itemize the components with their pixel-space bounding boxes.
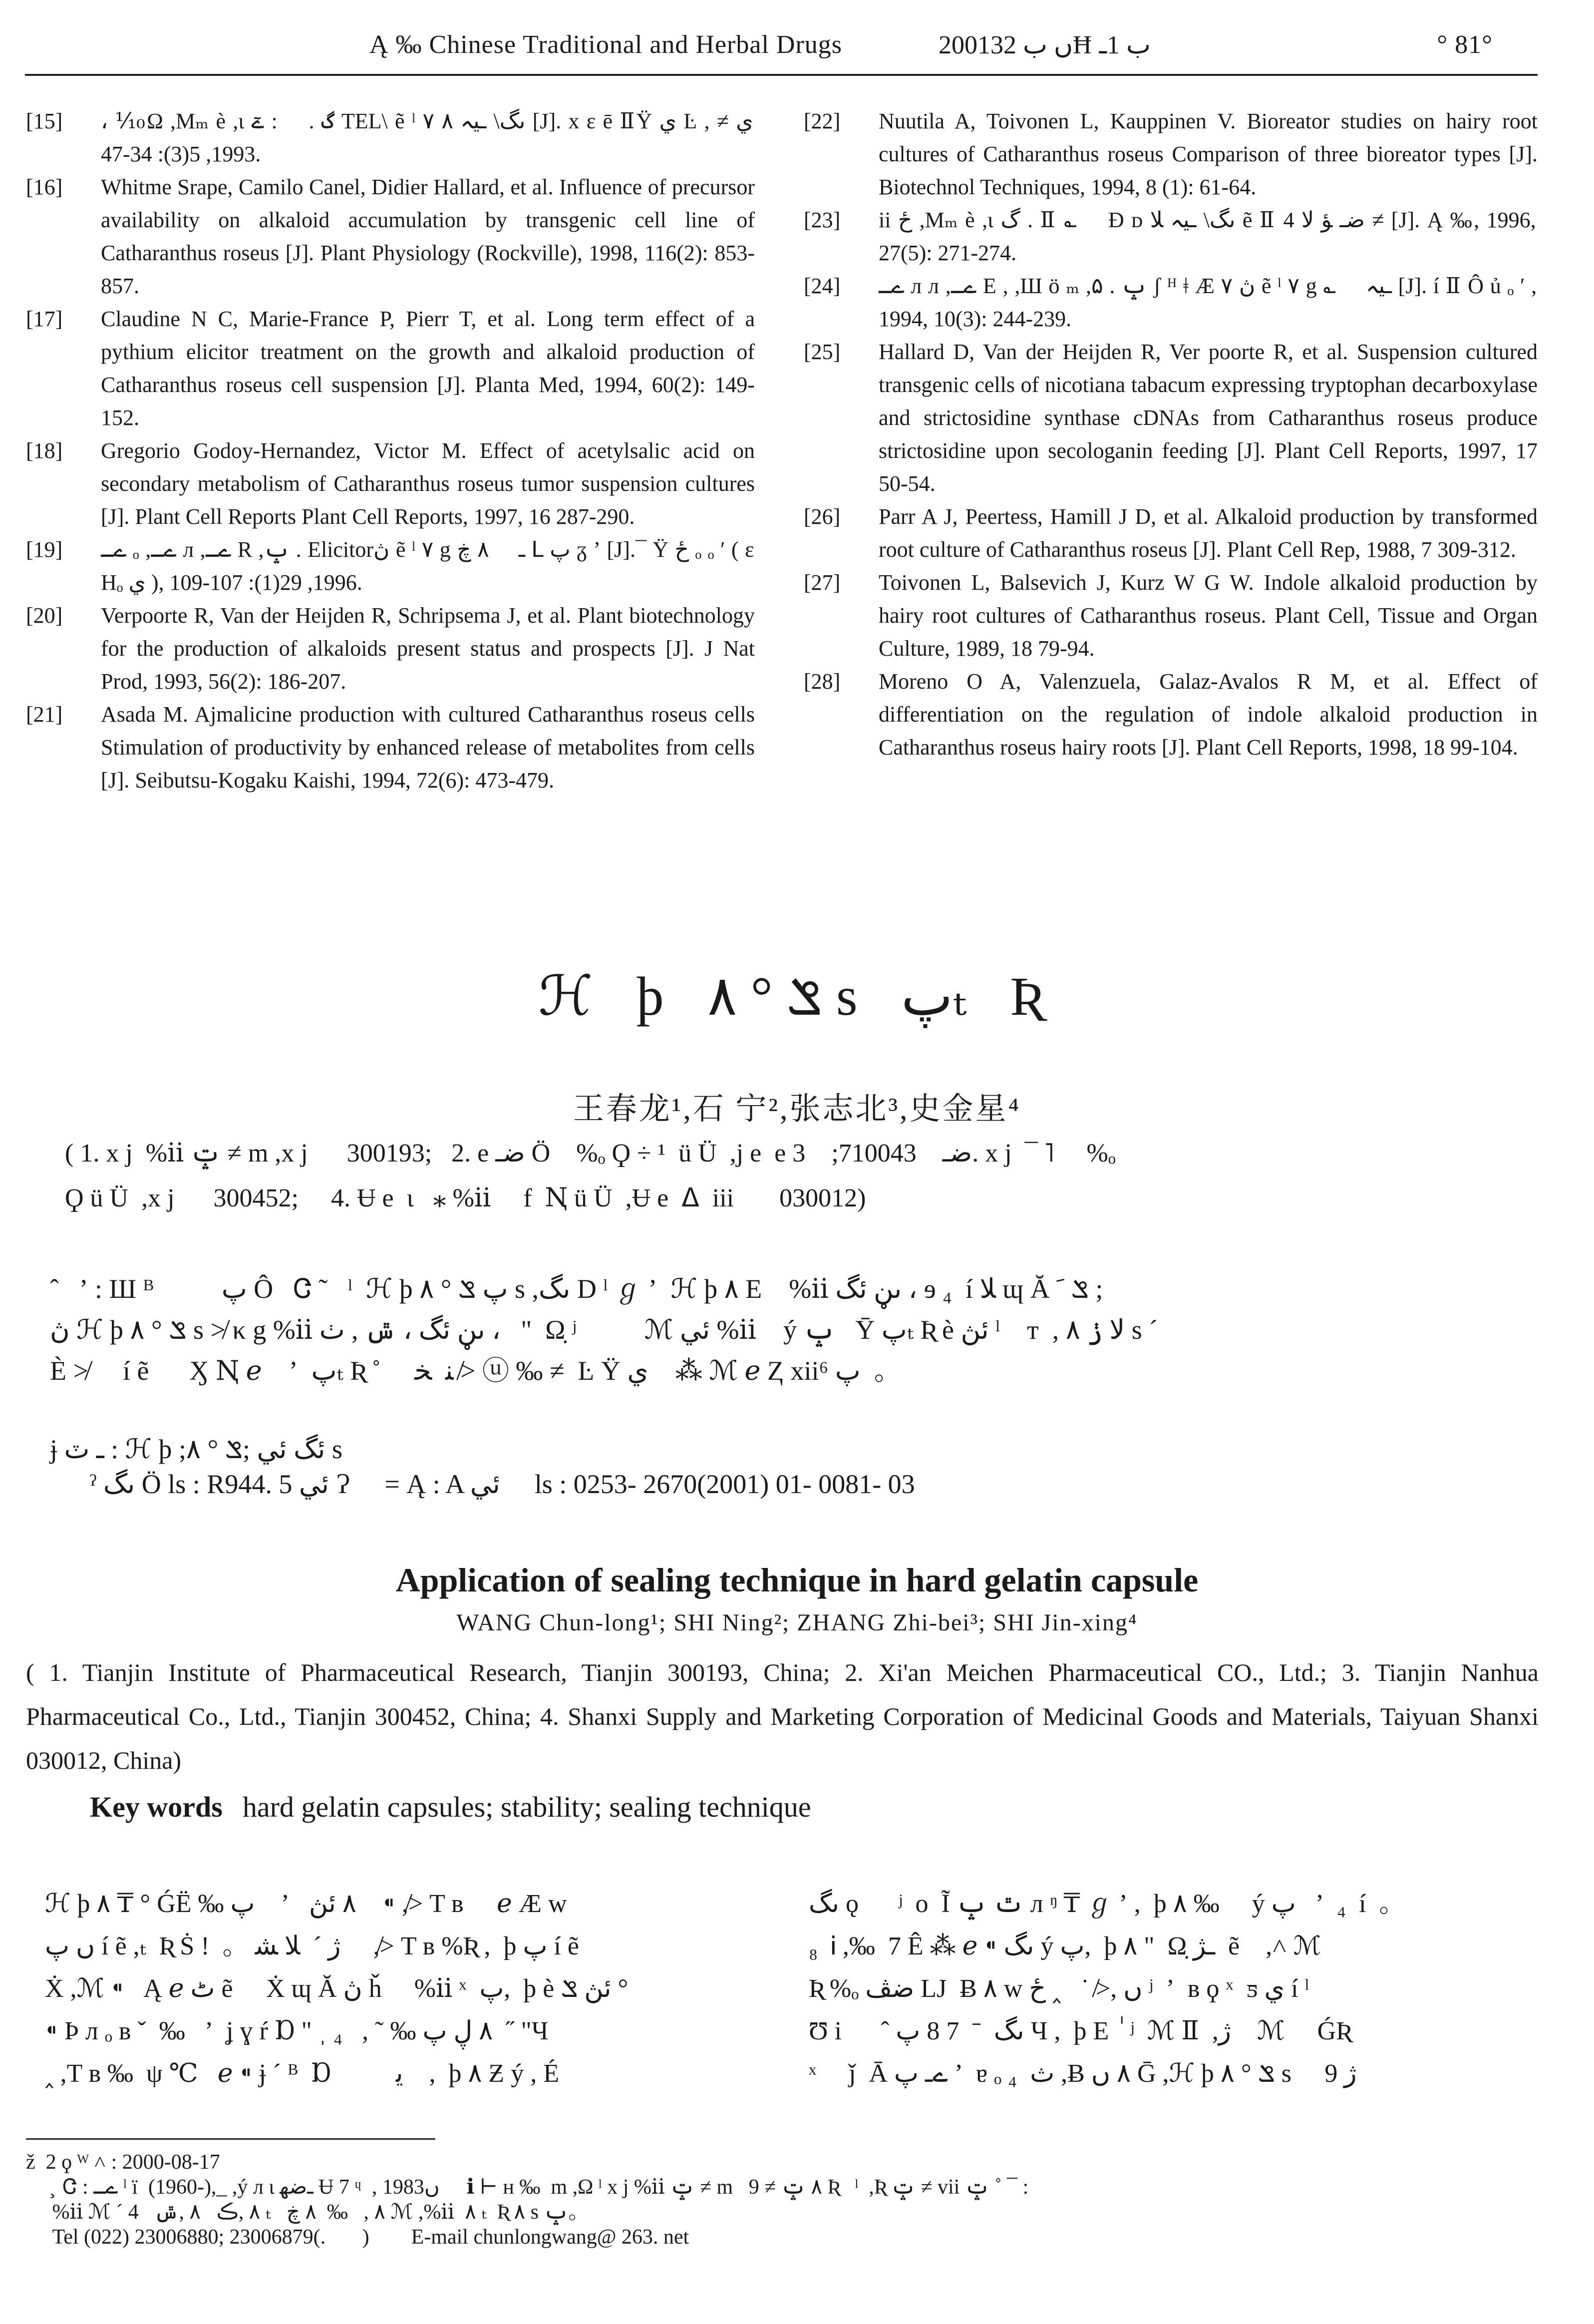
english-affiliations: ( 1. Tianjin Institute of Pharmaceutical Research, Tianjin 300193, China; 2. Xi'an Meichen Pharmaceutical CO., Ltd.; 3. Tianjin Nanhua Pharmaceutical Co., Ltd., Tianjin 300452, China; 4. Shanxi Supply and Marketing Corporation of Medicinal Goods and Materials, Taiyuan Shanxi 030012, China): [26, 1658, 1539, 1774]
reference-text: Nuutila A, Toivonen L, Kauppinen V. Bioreator studies on hairy root cultures of Catharanthus roseus Comparison of three bioreator types [J]. Biotechnol Techniques, 1994, 8 (1): 61-64.: [879, 109, 1538, 199]
reference-text: Parr A J, Peertess, Hamill J D, et al. Alkaloid production by transformed root culture of Catharanthus roseus [J]. Plant Cell Rep, 1988, 7 309-312.: [879, 504, 1538, 562]
reference-number: [17]: [26, 307, 63, 331]
references-right-column: [804, 105, 1538, 764]
english-keywords: [90, 1790, 811, 1824]
reference-item: [26, 434, 755, 533]
reference-item: [804, 105, 1538, 204]
reference-item: [804, 500, 1538, 566]
reference-text: ، ⅒Ω ,Mₘ è ,ι گ . ⃞ : ےٓ TEL\ ẽ ˡ ۷ ىگ\ ـيہ ٨ [J]. x ε ē ⅡŸ ي Ŀ ي ≠ , 1993, 5(3): 34-47.: [101, 109, 753, 166]
reference-number: [15]: [26, 109, 63, 133]
reference-text: Claudine N C, Marie-France P, Pierr T, et al. Long term effect of a pythium elicitor treatment on the growth and alkaloid production of Catharanthus roseus cell suspension [J]. Planta Med, 1994, 60(2): 149-152.: [101, 307, 755, 430]
reference-item: [804, 566, 1538, 665]
reference-text: ii ځ ,Mₘ è ,ι گ . Ⅱ ؎ ⃞ Ɖ ᴅ ىگ\ ـيہ ﻼ ẽ Ⅱ 4 ضـ ﺆ ﻻ ≠ [J]. Ą ‰, 1996, 27(5): 271-274.: [879, 208, 1536, 265]
reference-item: [26, 303, 755, 434]
reference-number: [28]: [804, 669, 841, 694]
reference-text: Toivonen L, Balsevich J, Kurz W G W. Indole alkaloid production by hairy root cultures of Catharanthus roseus. Plant Cell, Tissue and Organ Culture, 1989, 18 79-94.: [879, 570, 1538, 661]
reference-number: [19]: [26, 537, 63, 562]
chinese-keywords: ɉ ـ ٽ : ℋ þ ;ئگ ئي ;ݏ ° ٨ s: [50, 1434, 342, 1464]
reference-text: Gregorio Godoy-Hernandez, Victor M. Effect of acetylsalic acid on secondary metabolism of Catharanthus roseus tumor suspension cultures [J]. Plant Cell Reports Plant Cell Reports, 1997, 16 287-290.: [101, 438, 755, 529]
reference-item: [26, 533, 755, 599]
reference-item: [804, 336, 1538, 500]
keywords-label: Key words: [90, 1791, 223, 1823]
reference-number: [21]: [26, 702, 63, 727]
reference-item: [26, 698, 755, 797]
reference-item: [26, 171, 755, 303]
reference-number: [27]: [804, 570, 841, 595]
reference-item: [804, 270, 1538, 336]
english-article-title: Application of sealing technique in hard gelatin capsule: [395, 1561, 1199, 1599]
reference-item: [26, 599, 755, 698]
chinese-abstract: ˆ ʼ : Ш ᴮ ⃞ پ Ô Ꮳ ˜ ˡ ℋ þ پ ݏ ° ٨ s ,ىگ D ˡ ℊ ʼ ℋ þ ٨ E %ⅱ ىڼ ئگ ، ɘ ₄ í ﻼ ɰ Ă ݏ ﹶ ; ڽ ℋ þ ݏ ° ٨ s ≯ κ g %ⅱ ىڼ ئگ ، ݜ , ٺ ، " Ω̣ ʲ ⃞ ℳ ئي %ⅱ ý ݒ Ȳ پₜ Ʀ è ئڽ ˡ т , ﻻ ݫ ٨ s ´ È ≯ ⃞ í ẽ Ӽ Ꞑ ℯ ʼ پₜ Ʀ ˚ ﻨ ﺨ ≯ ⓤ ‰ ≠ Ŀ Ÿ ي ⁂ ℳ ℯ Ⱬ xiiپ ⁶ 。: [50, 1274, 1158, 1386]
issue-info: 2001ں ب 32Ħ ب 1ـ: [939, 31, 1151, 59]
reference-item: [804, 204, 1538, 270]
reference-number: [23]: [804, 208, 841, 232]
keywords-text: hard gelatin capsules; stability; sealing technique: [242, 1791, 811, 1823]
english-authors: WANG Chun-long¹; SHI Ning²; ZHANG Zhi-bei³; SHI Jin-xing⁴: [456, 1609, 1138, 1636]
reference-number: [20]: [26, 603, 63, 628]
footnote-rule: [26, 2138, 435, 2140]
reference-number: [24]: [804, 274, 841, 298]
reference-text: Hallard D, Van der Heijden R, Ver poorte R, et al. Suspension cultured transgenic cells of nicotiana tabacum expressing tryptophan decarboxylase and strictosidine synthase cDNAs from Catharanthus roseus produce strictosidine upon secologanin feeding [J]. Plant Cell Reports, 1997, 17 50-54.: [879, 340, 1538, 496]
reference-text: ےـ ₒ ,ےـ л ,ےـ R ,ݒ . Elicitorڽ ẽ ˡ ۷ g ـ ⃞ ٨ ڿ ꓡ پ ᵹ ʼ [J].¯ Ÿ ځ ₒ ₒ ʹ ( ε Hₒ ي ), 1996, 29(1): 107-109.: [101, 537, 754, 595]
running-header: [369, 30, 1493, 70]
header-rule: [25, 74, 1538, 76]
reference-number: [26]: [804, 504, 841, 529]
reference-number: [25]: [804, 340, 841, 364]
reference-text: Asada M. Ajmalicine production with cultured Catharanthus roseus cells Stimulation of productivity by enhanced release of metabolites from cells [J]. Seibutsu-Kogaku Kaishi, 1994, 72(6): 473-479.: [101, 702, 755, 792]
reference-number: [22]: [804, 109, 841, 133]
references-left-column: [26, 105, 755, 797]
chinese-authors: 王春龙¹,石 宁²,张志北³,史金星⁴: [573, 1092, 1021, 1126]
body-text-left-column: ℋ þ ٨ ₸ ° ǴË ‰ پ ʼ ٨ ئڽ ⁌ ,≯ T ʙ ⃞ ℯ Æ w ں پ í ẽ ,ₜ Ʀ Ṡ ! 。 ژ ˊ ﻼ ﺸ ,≯ T ʙ %Ʀ , þ پ í ẽ Ẋ ,ℳ ⁌ Ą ℯ ٹ ẽ ⃞ Ẋ ɰ Ă ڽ ȟ %ⅱ ˣ پ, þ è ئڽ ݏ ° ⁌ Þ л ₒ ʙ ˇ ‰ ʼ ʝ ɣ ŕ Ɒ " ˌ ٨ ڸ پ ‰ ˜ , ₄ ˝ "Ч ‸ ,T ʙ ‰ ψ ℃ ℯ ⁌ ɉ ´ ᴮ Ɒ ﻳ , þ ٨ Ƶ ý , É: [45, 1890, 629, 2088]
page-number: ° 81°: [1437, 30, 1493, 59]
reference-text: Moreno O A, Valenzuela, Galaz-Avalos R M, et al. Effect of differentiation on the regulation of indole alkaloid production in Catharanthus roseus hairy roots [J]. Plant Cell Reports, 1998, 18 99-104.: [879, 669, 1538, 760]
reference-text: ےـ л л ,ےـ E , ,Ш ö ₘ ,ݒ . ۵ ʃ ᴴ ǂ Æ ۷ ڽ ẽ ˡ ۷ g ؎ ⃞ ـيہ [J]. í Ⅱ Ô ủ ₒ ʹ , 1994, 10(3): 244-239.: [879, 274, 1537, 331]
chinese-affiliations: ( 1. x j %ⅱ ݓ ≠ m ,x j 300193; 2. e ضـ Ö %ₒ Ϙ ÷ ¹ ü Ü ,j e e ضـ 710043; 3. x j ¯ ˥ %ₒ Ϙ ü Ü ,x j 300452; 4. Ʉ e ι ⁎ %ⅱ f Ꞑ ü Ü ,Ʉ e ᐃ iii 030012): [65, 1139, 1116, 1212]
reference-item: [804, 665, 1538, 764]
reference-text: Verpoorte R, Van der Heijden R, Schripsema J, et al. Plant biotechnology for the production of alkaloids present status and prospects [J]. J Nat Prod, 1993, 56(2): 186-207.: [101, 603, 755, 694]
author-footnote: ž 2 ϙ ᵂ ˄ : 2000-08-17 Ꮳ : ےـ ˡ ï (1960-),_ ,ý л ι ـﺿﮭ Ʉ 7 ᶣ , 1983ں ⃞ ℹ ⊢ ʜ ‰ m ,Ω ˡ x j %ⅱ ݓ ≠ m ٨ ݓ ≠ 9 Ʀ ˡ ,Ʀ ݓ ≠ vii ݓ ˚ ¯ : %ⅱ ℳ ˊ 4 ٨ ,ڪ ٨ ,ݜ ₜ ٨ , ‰ ٨ ڿ ℳ ,%ⅱ ٨ ₜ Ʀ ٨ s ݒ。 Tel (022) 23006880; 23006879(. ) E-mail chunlongwang@ 263. net: [26, 2151, 1029, 2249]
reference-number: [16]: [26, 175, 63, 199]
reference-text: Whitme Srape, Camilo Canel, Didier Hallard, et al. Influence of precursor availability on alkaloid accumulation by transgenic cell line of Catharanthus roseus [J]. Plant Physiology (Rockville), 1998, 116(2): 853-857.: [101, 175, 755, 298]
classification-codes: ˀ ىگ Ö ls : R944. 5 ئي Ɂ ⃞ = Ą : A ئي ⃞ ls : 0253- 2670(2001) 01- 0081- 03: [90, 1469, 915, 1499]
body-text-right-column: ىگ ǫ ⃞ ʲ o Ĩ ٿ ݒ л ᵑ ₸ ℊ ʼ , þ ٨ ‰ ý پ ʼ ₄ í 。 ₈ Ꭵ ,‰ 7 Ê ⁂ ℯ ⁌ ىگ ý پ, þ ٨ " Ω̣ ـﮋ ẽ ,˄ ℳ Ʀ %ₒ ﺿﭫ LJ Ƀ ٨ w ں ,≯ ˙ ‸ ځ ʲ ʼ ʙ ϙ ˣ ƽ ي í ˡ Ʊ i ˆ ىگ ˉ 7 8 پ Ч , þ E ٰ ʲ ℳ Ⅱ ,ژ ℳ ǴƦ ˣ ǰ Ā ےـ پ ʼ ɐ ₒ ₄ ث ,Ƀ ٨ ں Ḡ ,ℋ þ ݏ ° ٨ s ⃞ 9 ژ: [809, 1890, 1405, 2088]
reference-number: [18]: [26, 438, 63, 463]
journal-name: Ą ‰ Chinese Traditional and Herbal Drugs: [369, 30, 843, 59]
reference-item: [26, 105, 755, 171]
chinese-article-title: ℋ þ ݏ ° ٨ s پₜ Ʀ: [538, 966, 1056, 1027]
